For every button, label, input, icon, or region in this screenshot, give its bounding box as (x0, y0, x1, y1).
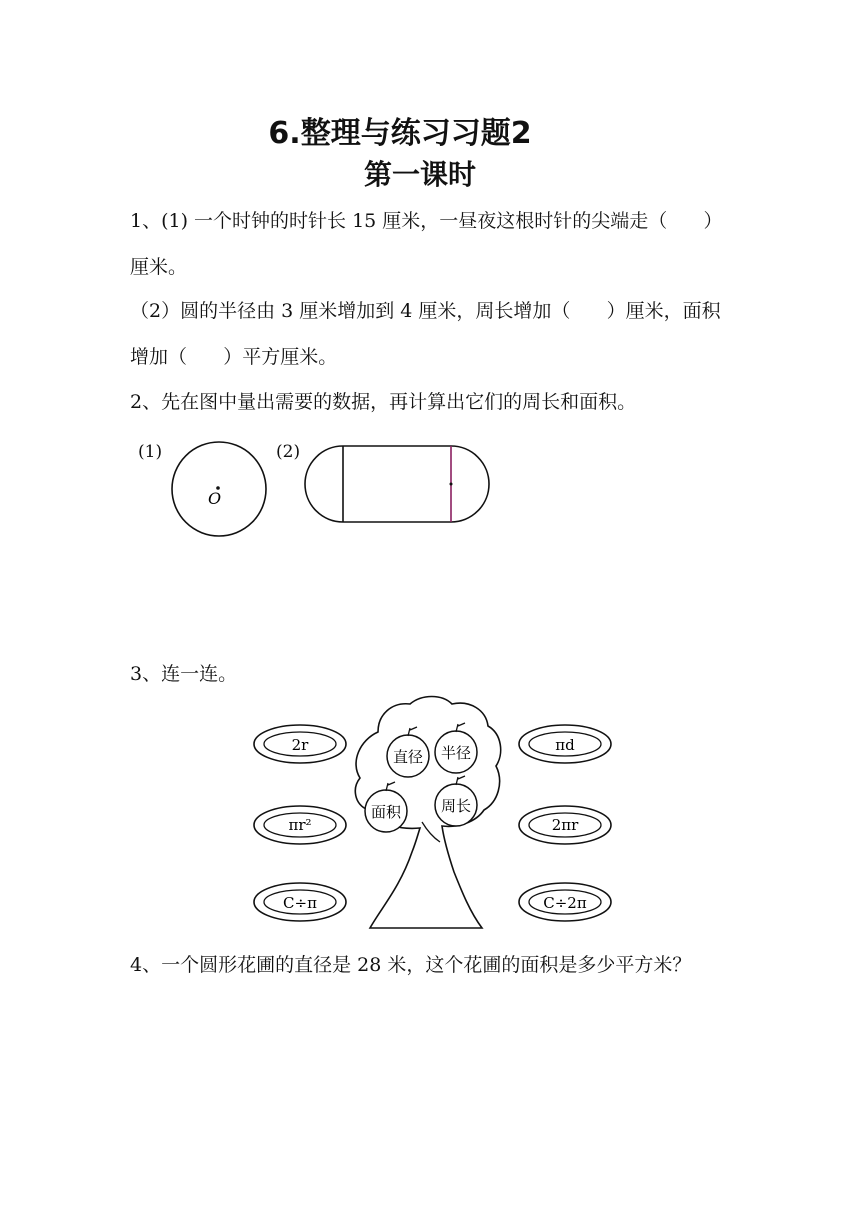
stadium-center-dot (450, 483, 453, 486)
plate-right-1[interactable] (519, 725, 611, 763)
plate-right-3[interactable] (519, 883, 611, 921)
apple-radius-label: 半径 (440, 744, 472, 762)
plate-left-1[interactable] (254, 725, 346, 763)
question-1-line-4: 增加（ ）平方厘米。 (130, 346, 338, 368)
matching-illustration (250, 692, 620, 932)
plate-left-1-label: 2r (291, 736, 309, 754)
plate-left-2-label: πr² (288, 816, 312, 834)
question-1-line-2: 厘米。 (130, 256, 188, 278)
figure-2-label: (2) (276, 442, 301, 462)
plate-left-3-label: C÷π (283, 894, 317, 912)
plate-left-3[interactable] (254, 883, 346, 921)
page-title: 6.整理与练习习题2 (268, 116, 532, 151)
question-1-line-3: （2）圆的半径由 3 厘米增加到 4 厘米，周长增加（ ）厘米，面积 (130, 300, 721, 322)
page-subtitle: 第一课时 (363, 158, 476, 191)
plate-right-3-label: C÷2π (543, 894, 587, 912)
plate-right-1-label: πd (555, 736, 575, 754)
circle-figure (168, 440, 272, 538)
plate-right-2-label: 2πr (551, 816, 579, 834)
stadium-figure (303, 443, 491, 527)
question-1-line-1: 1、(1) 一个时钟的时针长 15 厘米，一昼夜这根时针的尖端走（ ） (130, 210, 723, 232)
figure-1-label: (1) (138, 442, 163, 462)
apple-area-label: 面积 (370, 803, 402, 821)
apple-diameter-label: 直径 (392, 748, 424, 766)
apple-circumference-label: 周长 (440, 797, 472, 815)
circle-center-label: O (208, 489, 222, 508)
plate-right-2[interactable] (519, 806, 611, 844)
question-4-text: 4、一个圆形花圃的直径是 28 米，这个花圃的面积是多少平方米？ (130, 954, 692, 976)
question-2-text: 2、先在图中量出需要的数据，再计算出它们的周长和面积。 (130, 391, 637, 413)
question-3-text: 3、连一连。 (130, 663, 238, 685)
plate-left-2[interactable] (254, 806, 346, 844)
